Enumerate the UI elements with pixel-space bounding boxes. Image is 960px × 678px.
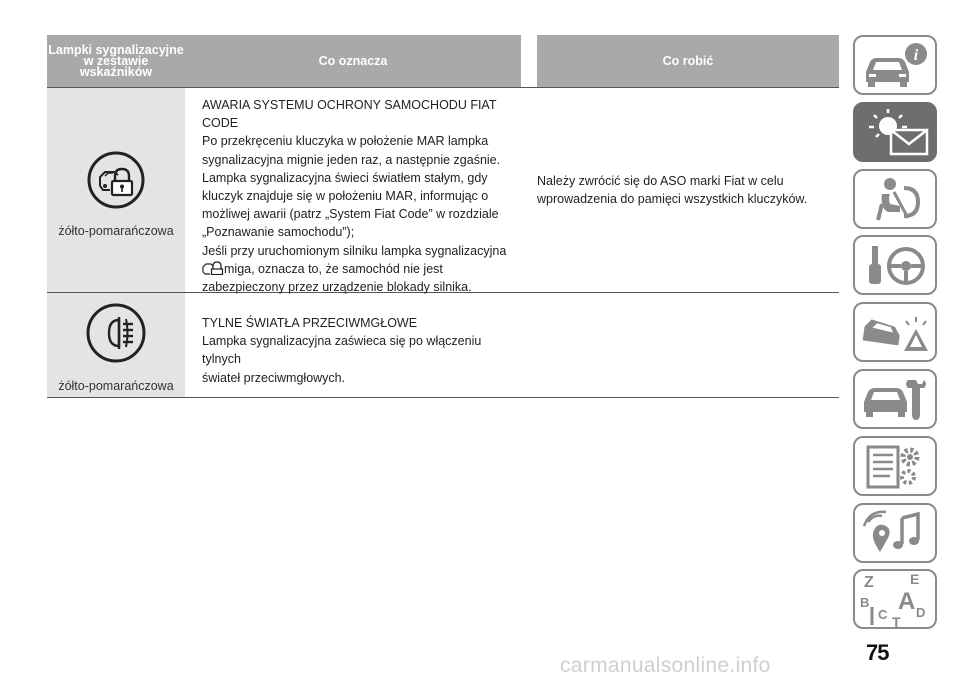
- meaning-line: Po przekręceniu kluczyka w położenie MAR lampka: [202, 134, 489, 149]
- action-line: wprowadzenia do pamięci wszystkich kluczyków.: [537, 192, 808, 206]
- action-line: Należy zwrócić się do ASO marki Fiat w celu: [537, 173, 784, 188]
- lamp-cell: [47, 293, 185, 397]
- index-letter: B: [860, 595, 870, 611]
- sidebar-tab-technical-data[interactable]: [853, 436, 937, 496]
- car-maintenance-wrench-icon: [860, 374, 930, 424]
- technical-data-gear-icon: [860, 441, 930, 491]
- meaning-line: sygnalizacyjna mignie jeden raz, a następnie zgaśnie.: [202, 152, 501, 167]
- sidebar-tab-car-info[interactable]: [853, 35, 937, 95]
- page-number: 75: [866, 640, 889, 665]
- emergency-breakdown-icon: [860, 307, 930, 357]
- header-meaning-column: Co oznacza: [185, 35, 521, 87]
- header-action-column: Co robić: [537, 35, 839, 87]
- sidebar-tab-multimedia[interactable]: [853, 503, 937, 563]
- action-cell: [537, 293, 839, 397]
- action-cell: [537, 88, 839, 292]
- warning-lights-table: [47, 35, 839, 398]
- table-row: [47, 88, 839, 293]
- index-letter: C: [878, 607, 888, 623]
- index-letters-icon: [858, 571, 932, 627]
- meaning-text: miga, oznacza to, że samochód nie jest: [224, 261, 443, 276]
- index-letter: A: [898, 588, 916, 616]
- sidebar-tab-maintenance[interactable]: [853, 369, 937, 429]
- meaning-line: TYLNE ŚWIATŁA PRZECIWMGŁOWE: [202, 316, 418, 330]
- chapter-sidebar: [853, 35, 939, 636]
- meaning-line: Lampka sygnalizacyjna świeci światłem stałym, gdy: [202, 170, 488, 185]
- index-letter: E: [910, 571, 920, 588]
- meaning-line: Lampka sygnalizacyjna zaświeca się po włączeniu tylnych: [202, 334, 482, 367]
- meaning-line: Jeśli przy uruchomionym silniku lampka sygnalizacyjna: [202, 243, 507, 258]
- meaning-line: [202, 260, 521, 278]
- sidebar-tab-index[interactable]: [853, 569, 937, 629]
- svg-text:i: i: [913, 47, 919, 64]
- sidebar-tab-safety[interactable]: [853, 169, 937, 229]
- meaning-cell: [185, 88, 521, 295]
- meaning-line: „Poznawanie samochodu”);: [202, 225, 355, 240]
- sidebar-tab-warning-lights[interactable]: [853, 102, 937, 162]
- sidebar-tab-starting-driving[interactable]: [853, 235, 937, 295]
- meaning-line: zabezpieczony przez urządzenie blokady silnika.: [202, 280, 472, 295]
- fiat-code-lock-icon: [86, 150, 146, 215]
- meaning-line: możliwej awarii (patrz „System Fiat Code” w rozdziale: [202, 207, 499, 222]
- key-steering-wheel-icon: [860, 240, 930, 290]
- meaning-line: CODE: [202, 116, 239, 131]
- meaning-line: świateł przeciwmgłowych.: [202, 370, 346, 385]
- index-letter: Z: [864, 574, 874, 592]
- multimedia-music-icon: [860, 508, 930, 558]
- car-info-icon: [860, 42, 930, 88]
- safety-seat-airbag-icon: [860, 174, 930, 224]
- index-letter: T: [892, 614, 901, 628]
- fiat-code-inline-icon: [202, 261, 224, 275]
- sidebar-tab-emergency[interactable]: [853, 302, 937, 362]
- meaning-line: AWARIA SYSTEMU OCHRONY SAMOCHODU FIAT: [202, 98, 497, 112]
- rear-fog-light-icon: [85, 302, 147, 369]
- warning-lights-message-icon: [858, 106, 932, 158]
- meaning-cell: [185, 293, 521, 397]
- meaning-line: kluczyk znajduje się w położeniu MAR, informując o: [202, 189, 489, 204]
- lamp-color-label: żółto-pomarańczowa: [58, 379, 174, 393]
- lamp-color-label: żółto-pomarańczowa: [58, 224, 174, 238]
- header-lamp-column: Lampki sygnalizacyjne w zestawie wskaźników: [47, 35, 185, 87]
- table-row: [47, 293, 839, 398]
- watermark: carmanualsonline.info: [560, 654, 771, 677]
- lamp-cell: [47, 88, 185, 292]
- index-letter: D: [916, 605, 926, 621]
- table-header: [47, 35, 839, 88]
